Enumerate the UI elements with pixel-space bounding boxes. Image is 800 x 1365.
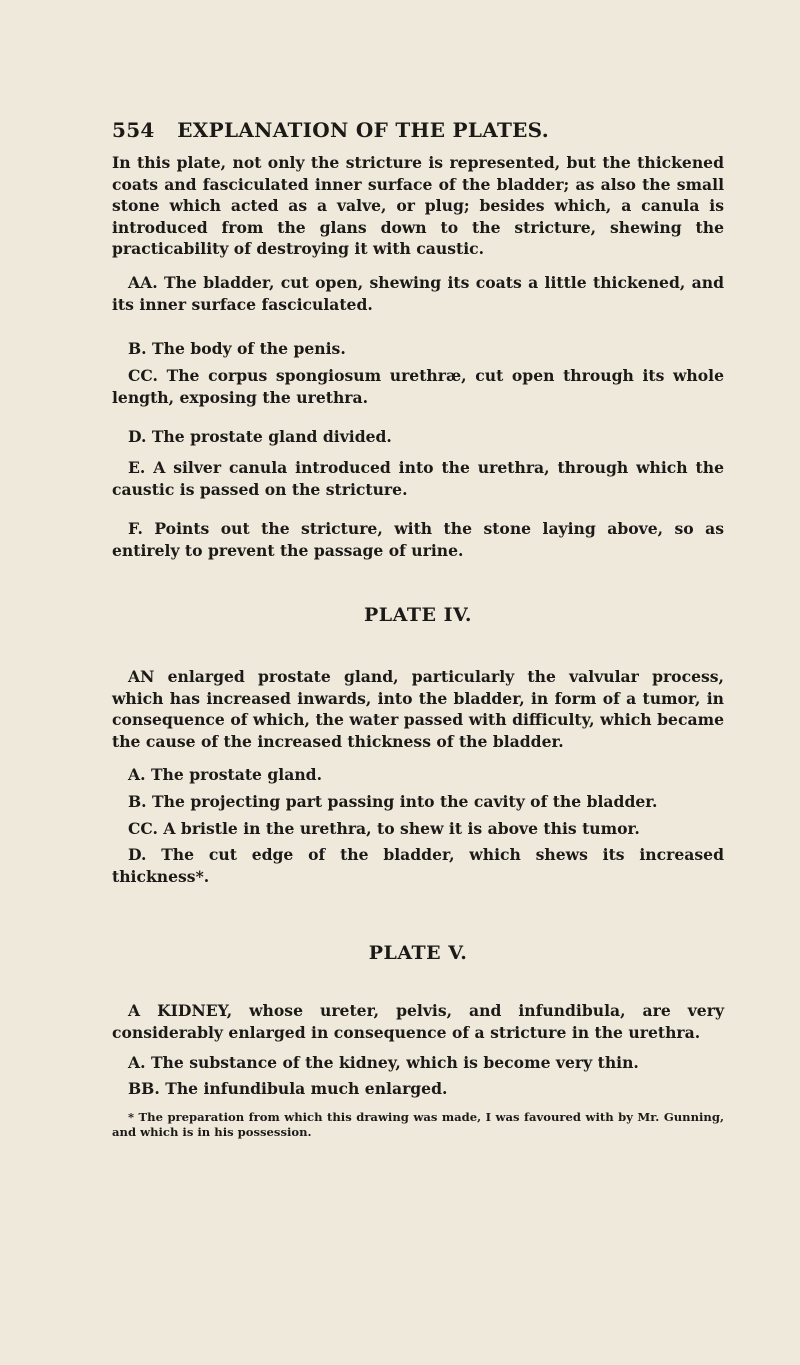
legend-item: D. The prostate gland divided. [128, 427, 392, 446]
legend-item: D. The cut edge of the bladder, which shews its increased thickness*. [112, 845, 724, 886]
legend-block [112, 1078, 724, 1100]
plate4-intro-block [112, 666, 724, 752]
running-head [112, 118, 632, 142]
legend-item: E. A silver canula introduced into the urethra, through which the caustic is passed on the stricture. [112, 458, 724, 499]
plate5-intro: A KIDNEY, whose ureter, pelvis, and infundibula, are very considerably enlarged in consequence of a stricture in the urethra. [112, 1001, 724, 1042]
legend-block [112, 338, 724, 360]
legend-item: CC. A bristle in the urethra, to shew it is above this tumor. [128, 819, 640, 838]
legend-block [112, 518, 724, 561]
legend-item: A. The substance of the kidney, which is become very thin. [128, 1053, 639, 1072]
legend-block [112, 818, 724, 840]
legend-block [112, 764, 724, 786]
legend-item: F. Points out the stricture, with the stone laying above, so as entirely to prevent the passage of urine. [112, 519, 724, 560]
legend-block [112, 426, 724, 448]
plate5-heading: PLATE V. [368, 942, 468, 964]
legend-item: B. The body of the penis. [128, 339, 346, 358]
plate3-legend [112, 272, 724, 315]
legend-item: CC. The corpus spongiosum urethræ, cut open through its whole length, exposing the urethra. [112, 366, 724, 407]
legend-item: A. The prostate gland. [128, 765, 323, 784]
footnote-text: * The preparation from which this drawing was made, I was favoured with by Mr. Gunning, and which is in his possession. [112, 1110, 724, 1139]
legend-item: AA. The bladder, cut open, shewing its coats a little thickened, and its inner surface fasciculated. [112, 273, 724, 314]
legend-item: BB. The infundibula much enlarged. [128, 1079, 448, 1098]
page-title: EXPLANATION OF THE PLATES. [177, 118, 549, 142]
legend-block [112, 457, 724, 500]
plate4-intro: AN enlarged prostate gland, particularly the valvular process, which has increased inwards, into the bladder, in form of a tumor, in consequence of which, the water passed with difficulty, which became the cause of the increased thickness of the bladder. [112, 667, 724, 751]
footnote [112, 1110, 724, 1140]
plate3-intro: In this plate, not only the stricture is represented, but the thickened coats and fasciculated inner surface of the bladder; as also the small stone which acted as a valve, or plug; besides which, a canula is introduced from the glans down to the stricture, shewing the practicability of destroying it with caustic. [112, 153, 724, 259]
legend-block [112, 791, 724, 813]
legend-block [112, 844, 724, 887]
plate4-heading: PLATE IV. [363, 604, 472, 626]
page-number: 554 [112, 118, 155, 142]
legend-block [112, 365, 724, 408]
legend-block [112, 1052, 724, 1074]
plate5-intro-block [112, 1000, 724, 1043]
legend-item: B. The projecting part passing into the cavity of the bladder. [128, 792, 658, 811]
plate3-section [112, 152, 724, 260]
